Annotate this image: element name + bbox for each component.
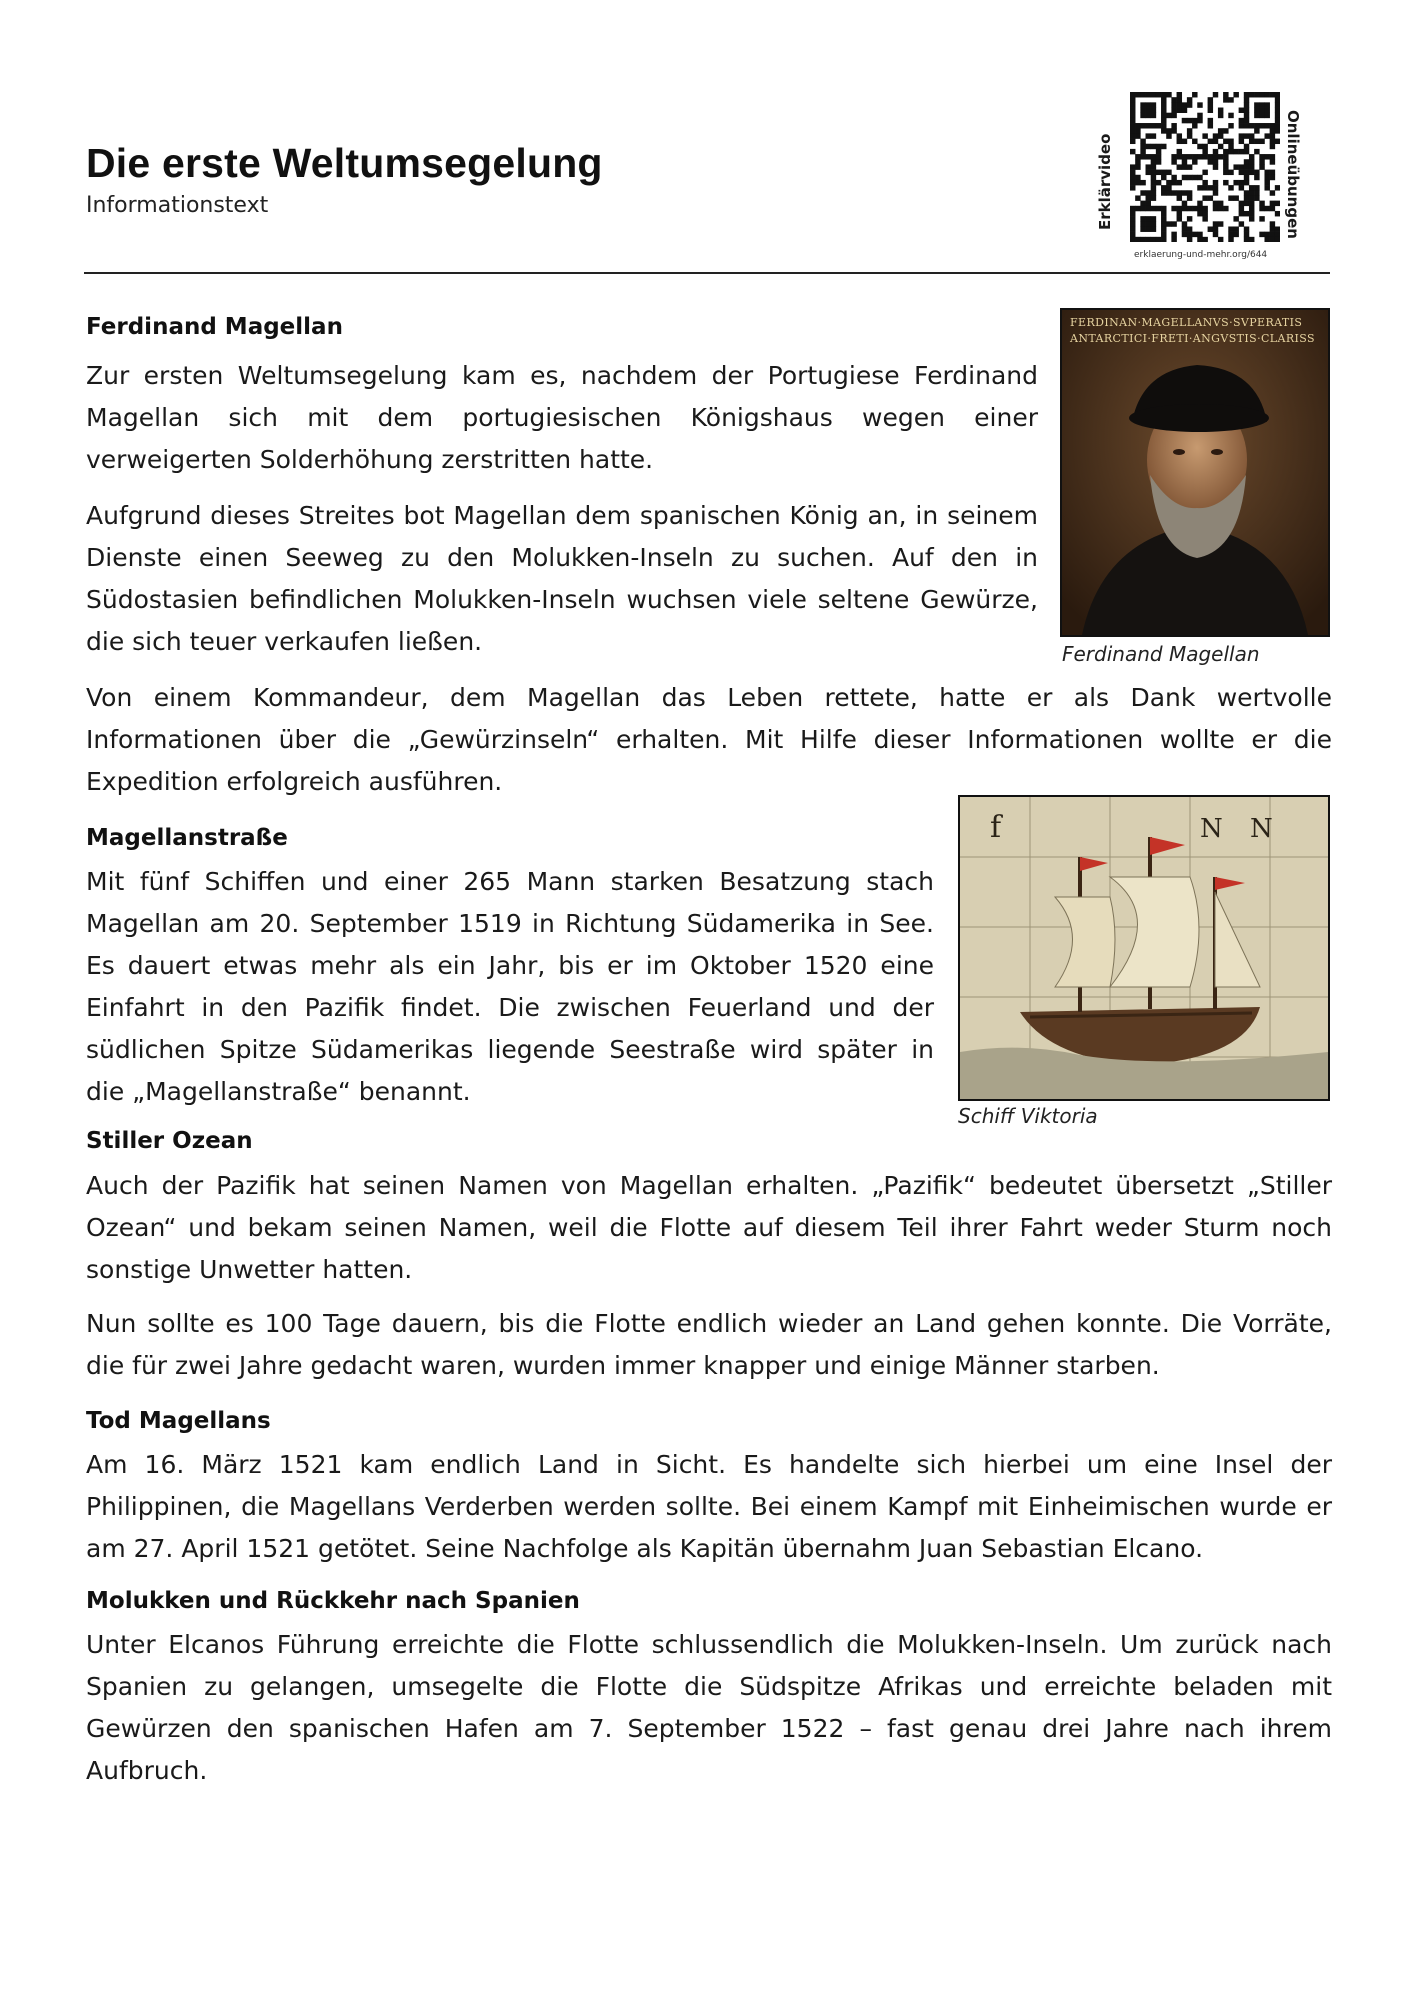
portrait-inscription-line2: ANTARCTICI·FRETI·ANGVSTIS·CLARISS	[1070, 332, 1315, 345]
section-heading-pacific: Stiller Ozean	[86, 1128, 253, 1154]
paragraph: Mit fünf Schiffen und einer 265 Mann starken Besatzung stach Magellan am 20. September 1519 in Richtung Südamerika in See. Es dauert etwas mehr als ein Jahr, bis er im Oktober 1520 eine Einfahrt in den Pazifik findet. Die zwischen Feuerland und der südlichen Spitze Südamerikas liegende Seestraße wird später in die „Magellanstraße“ benannt.	[86, 867, 934, 1106]
paragraph: Zur ersten Weltumsegelung kam es, nachdem der Portugiese Ferdinand Magellan sich mit dem portugiesischen Königshaus wegen einer verweigerten Solderhöhung zerstritten hatte.	[86, 361, 1038, 474]
qr-url: erklaerung-und-mehr.org/644	[1134, 250, 1268, 260]
svg-text:f: f	[990, 810, 1002, 845]
header-divider	[84, 272, 1330, 274]
qr-label-video: Erklärvideo	[1096, 133, 1114, 230]
section-heading-death: Tod Magellans	[86, 1408, 271, 1434]
qr-label-exercises: Onlineübungen	[1284, 110, 1302, 239]
page-subtitle: Informationstext	[86, 193, 269, 218]
section-heading-strait: Magellanstraße	[86, 825, 288, 851]
svg-text:N: N	[1200, 814, 1223, 844]
svg-text:N: N	[1250, 814, 1273, 844]
portrait-caption: Ferdinand Magellan	[1062, 642, 1260, 666]
paragraph: Aufgrund dieses Streites bot Magellan dem spanischen König an, in seinem Dienste einen Seeweg zu den Molukken-Inseln zu suchen. Auf den in Südostasien befindlichen Molukken-Inseln wuchsen viele seltene Gewürze, die sich teuer verkaufen ließen.	[86, 501, 1038, 656]
page-title: Die erste Weltumsegelung	[86, 140, 603, 186]
section-heading-return: Molukken und Rückkehr nach Spanien	[86, 1588, 580, 1614]
qr-code-icon[interactable]	[1130, 92, 1280, 242]
paragraph: Unter Elcanos Führung erreichte die Flotte schlussendlich die Molukken-Inseln. Um zurück nach Spanien zu gelangen, umsegelte die Flotte die Südspitze Afrikas und erreichte beladen mit Gewürzen den spanischen Hafen am 7. September 1522 – fast genau drei Jahre nach ihrem Aufbruch.	[86, 1630, 1332, 1785]
paragraph: Auch der Pazifik hat seinen Namen von Magellan erhalten. „Pazifik“ bedeutet übersetzt „Stiller Ozean“ und bekam seinen Namen, weil die Flotte auf diesem Teil ihrer Fahrt weder Sturm noch sonstige Unwetter hatten.	[86, 1171, 1332, 1284]
portrait-image	[1060, 308, 1330, 637]
paragraph: Nun sollte es 100 Tage dauern, bis die Flotte endlich wieder an Land gehen konnte. Die Vorräte, die für zwei Jahre gedacht waren, wurden immer knapper und einige Männer starben.	[86, 1309, 1332, 1380]
ship-caption: Schiff Viktoria	[958, 1104, 1098, 1128]
paragraph: Von einem Kommandeur, dem Magellan das Leben rettete, hatte er als Dank wertvolle Informationen über die „Gewürzinseln“ erhalten. Mit Hilfe dieser Informationen wollte er die Expedition erfolgreich ausführen.	[86, 683, 1332, 796]
paragraph: Am 16. März 1521 kam endlich Land in Sicht. Es handelte sich hierbei um eine Insel der Philippinen, die Magellans Verderben werden sollte. Bei einem Kampf mit Einheimischen wurde er am 27. April 1521 getötet. Seine Nachfolge als Kapitän übernahm Juan Sebastian Elcano.	[86, 1450, 1332, 1563]
portrait-inscription-line1: FERDINAN·MAGELLANVS·SVPERATIS	[1070, 316, 1303, 329]
section-heading-magellan: Ferdinand Magellan	[86, 314, 343, 340]
ship-image	[958, 795, 1330, 1101]
